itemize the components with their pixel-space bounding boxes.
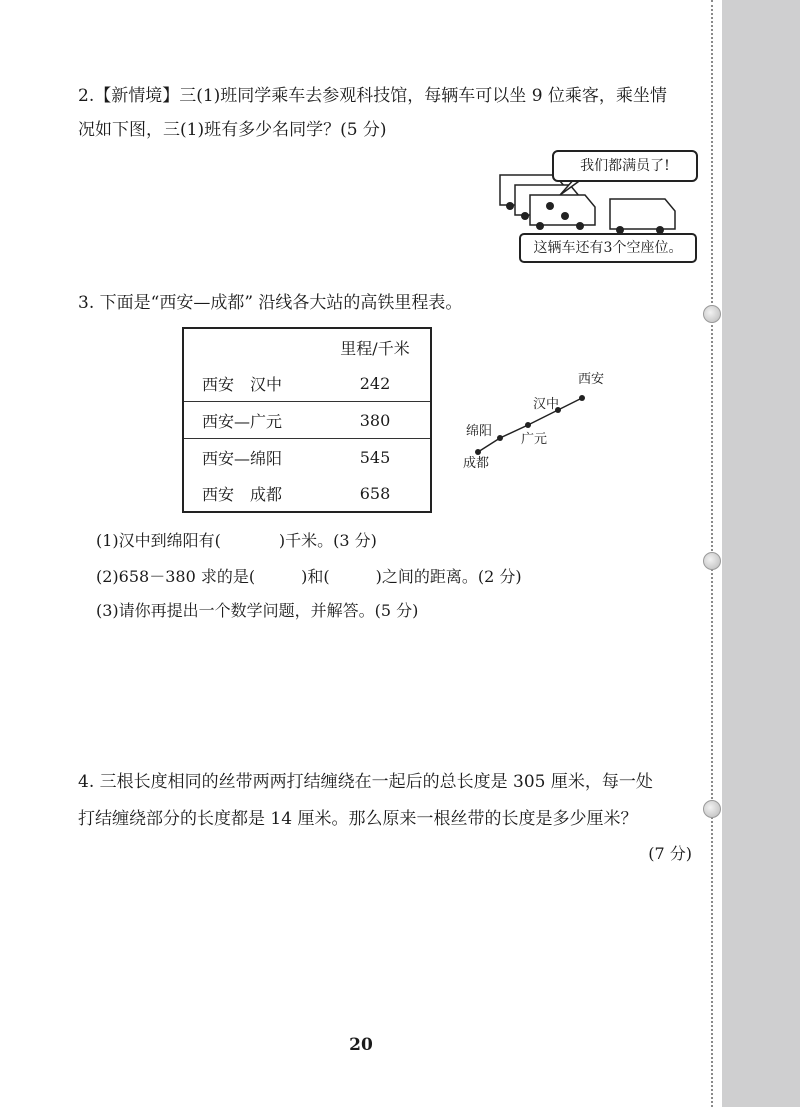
speech-bubble-empty-seats: 这辆车还有3个空座位。 bbox=[519, 233, 697, 263]
route-cell: 西安 成都 bbox=[202, 484, 283, 504]
binding-hole bbox=[703, 305, 721, 323]
map-label-guangyuan: 广元 bbox=[521, 432, 548, 447]
question-4-line-1: 4. 三根长度相同的丝带两两打结缠绕在一起后的总长度是 305 厘米，每一处 bbox=[78, 772, 653, 792]
question-3-title: 3. 下面是“西安—成都” 沿线各大站的高铁里程表。 bbox=[78, 293, 463, 313]
table-row bbox=[183, 402, 431, 439]
route-cell: 西安 汉中 bbox=[202, 374, 283, 394]
station-dot bbox=[579, 395, 585, 401]
km-cell: 242 bbox=[359, 373, 391, 393]
binding-hole bbox=[703, 552, 721, 570]
table-header-row bbox=[183, 328, 431, 365]
question-4-line-2: 打结缠绕部分的长度都是 14 厘米。那么原来一根丝带的长度是多少厘米？ bbox=[78, 809, 638, 829]
table-row bbox=[183, 475, 431, 512]
question-3-part-2 bbox=[96, 564, 522, 587]
question-2-line-1: 2.【新情境】三(1)班同学乘车去参观科技馆，每辆车可以坐 9 位乘客，乘坐情 bbox=[78, 86, 667, 106]
part-1-suffix: )千米。(3 分) bbox=[278, 531, 377, 550]
map-label-hanzhong: 汉中 bbox=[533, 397, 560, 412]
van-empty bbox=[610, 199, 675, 229]
map-label-mianyang: 绵阳 bbox=[466, 424, 493, 439]
route-cell: 西安—绵阳 bbox=[183, 439, 320, 476]
km-cell: 545 bbox=[320, 439, 431, 476]
station-dot bbox=[497, 435, 503, 441]
part-2-suffix: )之间的距离。(2 分) bbox=[375, 567, 522, 586]
van-full-3 bbox=[530, 195, 595, 225]
binding-hole bbox=[703, 800, 721, 818]
question-4-score: (7 分) bbox=[648, 844, 692, 863]
table-row bbox=[183, 365, 431, 402]
part-1-prefix: (1)汉中到绵阳有( bbox=[96, 531, 221, 550]
table-header: 里程/千米 bbox=[340, 338, 410, 358]
part-2-prefix: (2)658－380 求的是( bbox=[96, 567, 256, 586]
km-cell: 658 bbox=[359, 483, 391, 503]
page-number: 20 bbox=[349, 1035, 373, 1055]
route-cell: 西安—广元 bbox=[183, 402, 320, 439]
part-2-middle: )和( bbox=[301, 567, 330, 586]
mileage-table bbox=[182, 327, 432, 513]
map-label-chengdu: 成都 bbox=[463, 456, 490, 471]
table-row bbox=[183, 439, 431, 476]
question-3-part-1 bbox=[96, 528, 377, 551]
km-cell: 380 bbox=[320, 402, 431, 439]
speech-bubble-full: 我们都满员了! bbox=[552, 150, 698, 182]
question-3-part-3: (3)请你再提出一个数学问题，并解答。(5 分) bbox=[96, 601, 419, 620]
page-margin-band bbox=[722, 0, 800, 1107]
map-label-xian: 西安 bbox=[578, 372, 605, 387]
question-2-line-2: 况如下图，三(1)班有多少名同学？(5 分) bbox=[78, 120, 387, 140]
